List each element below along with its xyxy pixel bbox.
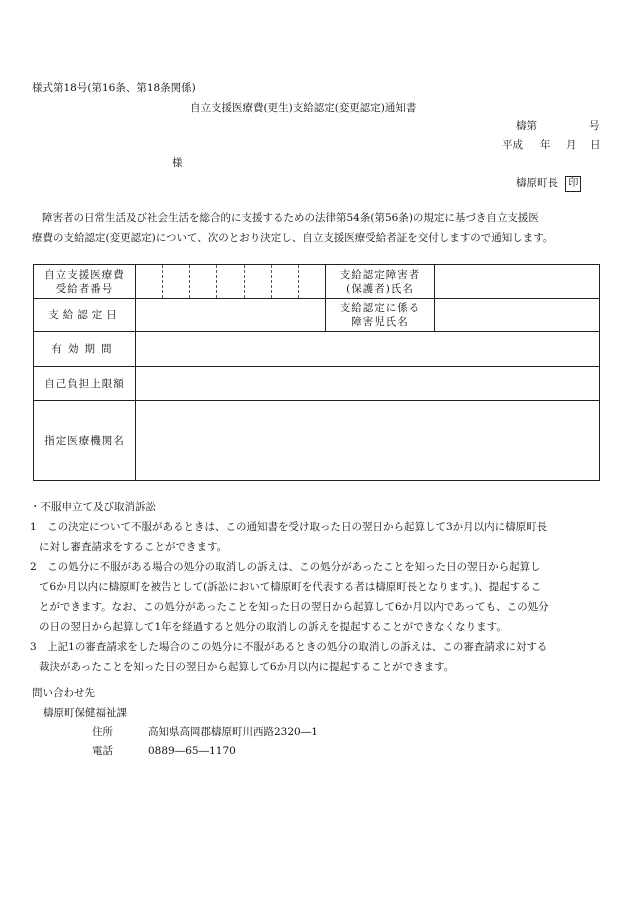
certified-person-label: 支給認定障害者 (保護者)氏名 [326, 265, 435, 299]
contact-department: 檮原町保健福祉課 [43, 707, 127, 719]
issuer-name: 檮原町長 [516, 177, 558, 189]
contact-heading: 問い合わせ先 [32, 687, 95, 699]
note-2-line-2: て6か月以内に檮原町を被告として(訴訟において檮原町を代表する者は檮原町長となります。)、提起するこ [39, 581, 542, 593]
phone-label: 電話 [92, 745, 113, 757]
document-title: 自立支援医療費(更生)支給認定(変更認定)通知書 [190, 102, 417, 114]
intro-paragraph [32, 208, 602, 248]
date-year: 年 [540, 139, 551, 151]
recipient-number-label: 自立支援医療費 受給者番号 [34, 265, 136, 299]
certification-date-label: 支給認定日 [34, 299, 136, 332]
seal-stamp: 印 [565, 176, 581, 192]
phone-value: 0889―65―1170 [148, 745, 236, 757]
doc-number-prefix: 檮第 [516, 120, 537, 132]
addressee-suffix: 様 [172, 157, 183, 169]
certified-person-field[interactable] [435, 265, 600, 299]
address-label: 住所 [92, 726, 113, 738]
copay-limit-field[interactable] [136, 367, 600, 401]
digit-box[interactable] [217, 265, 244, 298]
notes-heading: ・不服申立て及び取消訴訟 [30, 501, 156, 513]
digit-box[interactable] [136, 265, 163, 298]
intro-line-2: 療費の支給認定(変更認定)について、次のとおり決定し、自立支援医療受給者証を交付しますので通知します。 [32, 232, 554, 244]
certification-table [33, 264, 600, 481]
note-2-line-3: とができます。なお、この処分があったことを知った日の翌日から起算して6か月以内であっても、この処分 [39, 601, 549, 613]
address-value: 高知県高岡郡檮原町川西路2320―1 [148, 726, 318, 738]
note-1-line-1: 1 この決定について不服があるときは、この通知書を受け取った日の翌日から起算して3か月以内に檮原町長 [30, 521, 548, 533]
note-3-line-2: 裁決があったことを知った日の翌日から起算して6か月以内に提起することができます。 [39, 661, 455, 673]
recipient-number-field[interactable] [136, 265, 326, 299]
digit-box[interactable] [299, 265, 325, 298]
date-era: 平成 [502, 139, 523, 151]
copay-limit-label: 自己負担上限額 [34, 367, 136, 401]
appeal-notes [30, 497, 605, 677]
child-name-field[interactable] [435, 299, 600, 332]
issuer [516, 176, 581, 192]
date-month: 月 [566, 139, 577, 151]
validity-period-field[interactable] [136, 332, 600, 367]
note-1-line-2: に対し審査請求をすることができます。 [39, 541, 228, 553]
doc-number-suffix: 号 [589, 120, 600, 132]
certification-date-field[interactable] [136, 299, 326, 332]
validity-period-label: 有効期間 [34, 332, 136, 367]
digit-box[interactable] [245, 265, 272, 298]
designated-institution-field[interactable] [136, 401, 600, 481]
digit-box[interactable] [163, 265, 190, 298]
child-name-label: 支給認定に係る 障害児氏名 [326, 299, 435, 332]
date-day: 日 [590, 139, 601, 151]
note-2-line-1: 2 この処分に不服がある場合の処分の取消しの訴えは、この処分があったことを知った日の翌日から起算し [30, 561, 541, 573]
note-3-line-1: 3 上記1の審査請求をした場合のこの処分に不服があるときの処分の取消しの訴えは、この審査請求に対する [30, 641, 548, 653]
digit-box[interactable] [190, 265, 217, 298]
note-2-line-4: の日の翌日から起算して1年を経過すると処分の取消しの訴えを提起することができなくなります。 [39, 621, 507, 633]
form-number: 様式第18号(第16条、第18条関係) [32, 82, 196, 94]
intro-line-1: 障害者の日常生活及び社会生活を総合的に支援するための法律第54条(第56条)の規定に基づき自立支援医 [42, 212, 539, 224]
designated-institution-label: 指定医療機関名 [34, 401, 136, 481]
digit-box[interactable] [272, 265, 299, 298]
